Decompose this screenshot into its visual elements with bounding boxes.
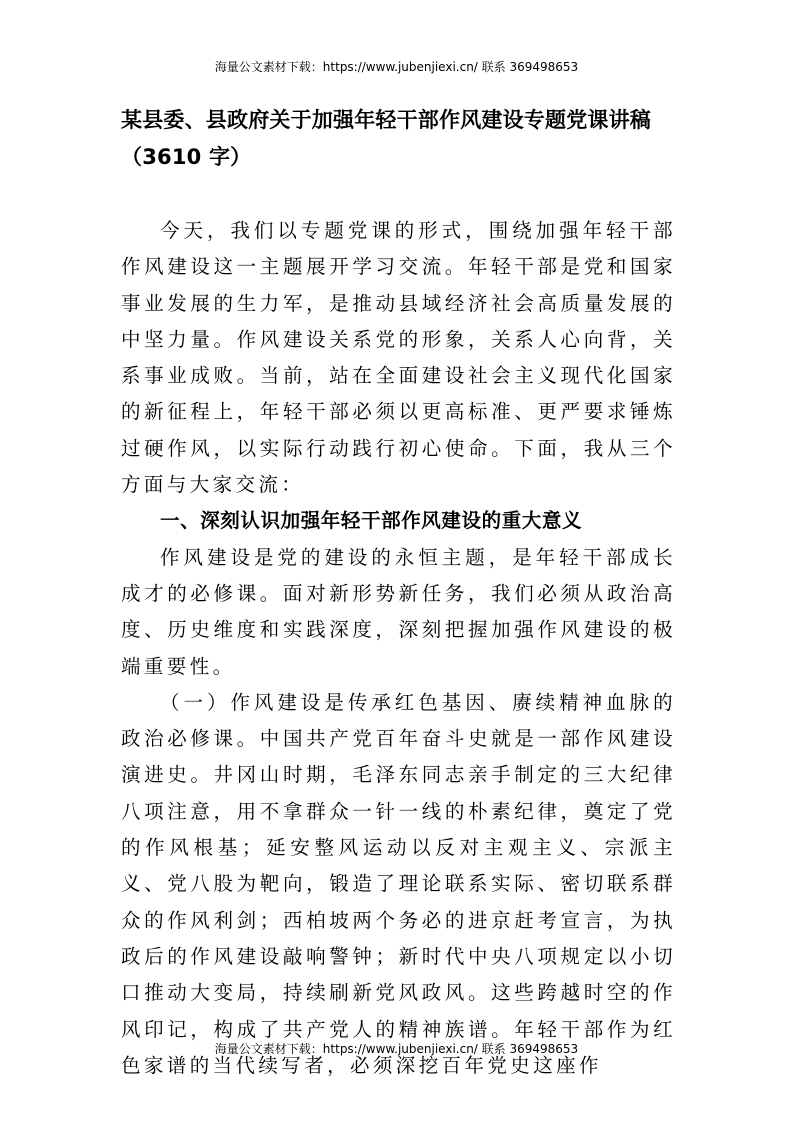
document-body — [121, 213, 676, 1084]
document-title — [121, 102, 681, 176]
intro-paragraph: 今天，我们以专题党课的形式，围绕加强年轻干部作风建设这一主题展开学习交流。年轻干部是党和国家事业发展的生力军，是推动县域经济社会高质量发展的中坚力量。作风建设关系党的形象，关系人心向背，关系事业成败。当前，站在全面建设社会主义现代化国家的新征程上，年轻干部必须以更高标准、更严要求锤炼过硬作风，以实际行动践行初心使命。下面，我从三个方面与大家交流： — [121, 219, 676, 497]
title-line-2: （3610 字） — [121, 145, 252, 169]
title-line-1: 某县委、县政府关于加强年轻干部作风建设专题党课讲稿 — [121, 108, 651, 132]
page-header: 海量公文素材下载：https://www.jubenjiexi.cn/ 联系 369498653 — [214, 60, 579, 74]
section-1-paragraph: 作风建设是党的建设的永恒主题，是年轻干部成长成才的必修课。面对新形势新任务，我们必须从政治高度、历史维度和实践深度，深刻把握加强作风建设的极端重要性。 — [121, 545, 676, 678]
subsection-1-paragraph: （一）作风建设是传承红色基因、赓续精神血脉的政治必修课。中国共产党百年奋斗史就是一部作风建设演进史。井冈山时期，毛泽东同志亲手制定的三大纪律八项注意，用不拿群众一针一线的朴素纪律，奠定了党的作风根基；延安整风运动以反对主观主义、宗派主义、党八股为靶向，锻造了理论联系实际、密切联系群众的作风利剑；西柏坡两个务必的进京赶考宣言，为执政后的作风建设敲响警钟；新时代中央八项规定以小切口推动大变局，持续刷新党风政风。这些跨越时空的作风印记，构成了共产党人的精神族谱。年轻干部作为红色家谱的当代续写者，必须深挖百年党史这座作 — [121, 690, 676, 1077]
page-footer: 海量公文素材下载：https://www.jubenjiexi.cn/ 联系 369498653 — [214, 1042, 579, 1056]
section-heading-1: 一、深刻认识加强年轻干部作风建设的重大意义 — [160, 509, 583, 533]
